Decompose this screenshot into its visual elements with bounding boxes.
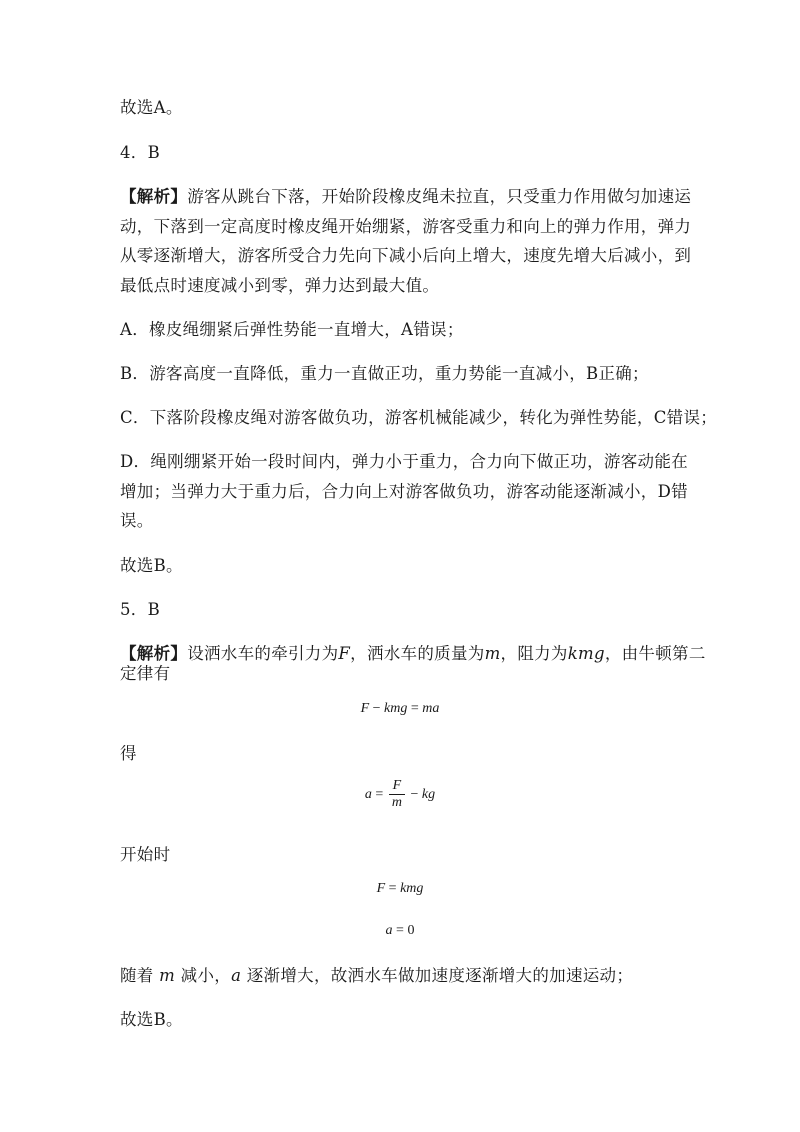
analysis-q5-line-2: 定律有 — [120, 664, 171, 683]
symbol-m: m — [159, 966, 176, 985]
eq-term: kg — [421, 786, 436, 802]
eq-op: − — [369, 701, 385, 716]
analysis-text: ，洒水车的质量为 — [350, 644, 485, 663]
analysis-text: 游客从跳台下落，开始阶段橡皮绳未拉直，只受重力作用做匀加速运 — [187, 187, 692, 206]
eq-term: F — [360, 701, 370, 716]
eq-term: kmg — [384, 701, 408, 716]
eq-term: a — [364, 786, 372, 802]
option-d-line-2: 增加；当弹力大于重力后，合力向上对游客做负功，游客动能逐渐减小，D错 — [120, 482, 688, 501]
fraction — [389, 778, 405, 811]
answer-q4: 4．B — [120, 143, 161, 162]
text-at-start: 开始时 — [120, 845, 171, 864]
equation-initial-force — [0, 880, 800, 898]
option-d-line-3: 误。 — [120, 511, 154, 530]
eq-term: a — [385, 923, 393, 938]
conclusion-q4: 故选B。 — [120, 556, 183, 575]
analysis-tag: 【解析】 — [120, 187, 188, 206]
equation-newton-second-law — [0, 700, 800, 718]
conclusion-q3: 故选A。 — [120, 98, 183, 117]
eq-op: = — [392, 923, 408, 938]
option-c: C．下落阶段橡皮绳对游客做负功，游客机械能减少，转化为弹性势能，C错误； — [120, 408, 718, 427]
eq-term: ma — [422, 701, 440, 716]
eq-op: = — [371, 786, 387, 802]
analysis-q4-line-1 — [120, 187, 691, 207]
symbol-kmg: kmg — [567, 644, 605, 663]
text-de: 得 — [120, 744, 137, 763]
analysis-text: ，阻力为 — [500, 644, 568, 663]
conclusion-text-q5 — [120, 966, 633, 986]
equation-acceleration — [0, 778, 800, 811]
analysis-tag: 【解析】 — [120, 644, 188, 663]
analysis-q5-line-1 — [120, 644, 706, 664]
eq-term: 0 — [407, 923, 415, 938]
eq-op: = — [407, 701, 423, 716]
fraction-numerator: F — [392, 778, 402, 793]
eq-op: = — [385, 881, 401, 896]
option-d-line-1: D．绳刚绷紧开始一段时间内，弹力小于重力，合力向下做正功，游客动能在 — [120, 452, 688, 471]
analysis-text: ，由牛顿第二 — [604, 644, 706, 663]
answer-q5: 5．B — [120, 600, 161, 619]
eq-term: F — [376, 881, 386, 896]
conclusion-q5: 故选B。 — [120, 1010, 183, 1029]
analysis-text: 设洒水车的牵引力为 — [187, 644, 339, 663]
eq-term: kmg — [400, 881, 424, 896]
symbol-m: m — [484, 644, 501, 663]
analysis-q4-line-2: 动，下落到一定高度时橡皮绳开始绷紧，游客受重力和向上的弹力作用，弹力 — [120, 217, 692, 236]
equation-initial-acceleration — [0, 922, 800, 940]
symbol-a: a — [231, 966, 242, 985]
analysis-text: 逐渐增大，故洒水车做加速度逐渐增大的加速运动； — [246, 966, 634, 985]
analysis-q4-line-3: 从零逐渐增大，游客所受合力先向下减小后向上增大，速度先增大后减小，到 — [120, 246, 692, 265]
analysis-q4-line-4: 最低点时速度减小到零，弹力达到最大值。 — [120, 276, 440, 295]
analysis-text: 随着 — [120, 966, 154, 985]
option-a: A．橡皮绳绷紧后弹性势能一直增大，A错误； — [120, 320, 464, 339]
fraction-denominator: m — [389, 794, 405, 811]
option-b: B．游客高度一直降低，重力一直做正功，重力势能一直减小，B正确； — [120, 364, 649, 383]
symbol-F: F — [338, 644, 351, 663]
analysis-text: 减小， — [180, 966, 232, 985]
eq-op: − — [406, 786, 422, 802]
